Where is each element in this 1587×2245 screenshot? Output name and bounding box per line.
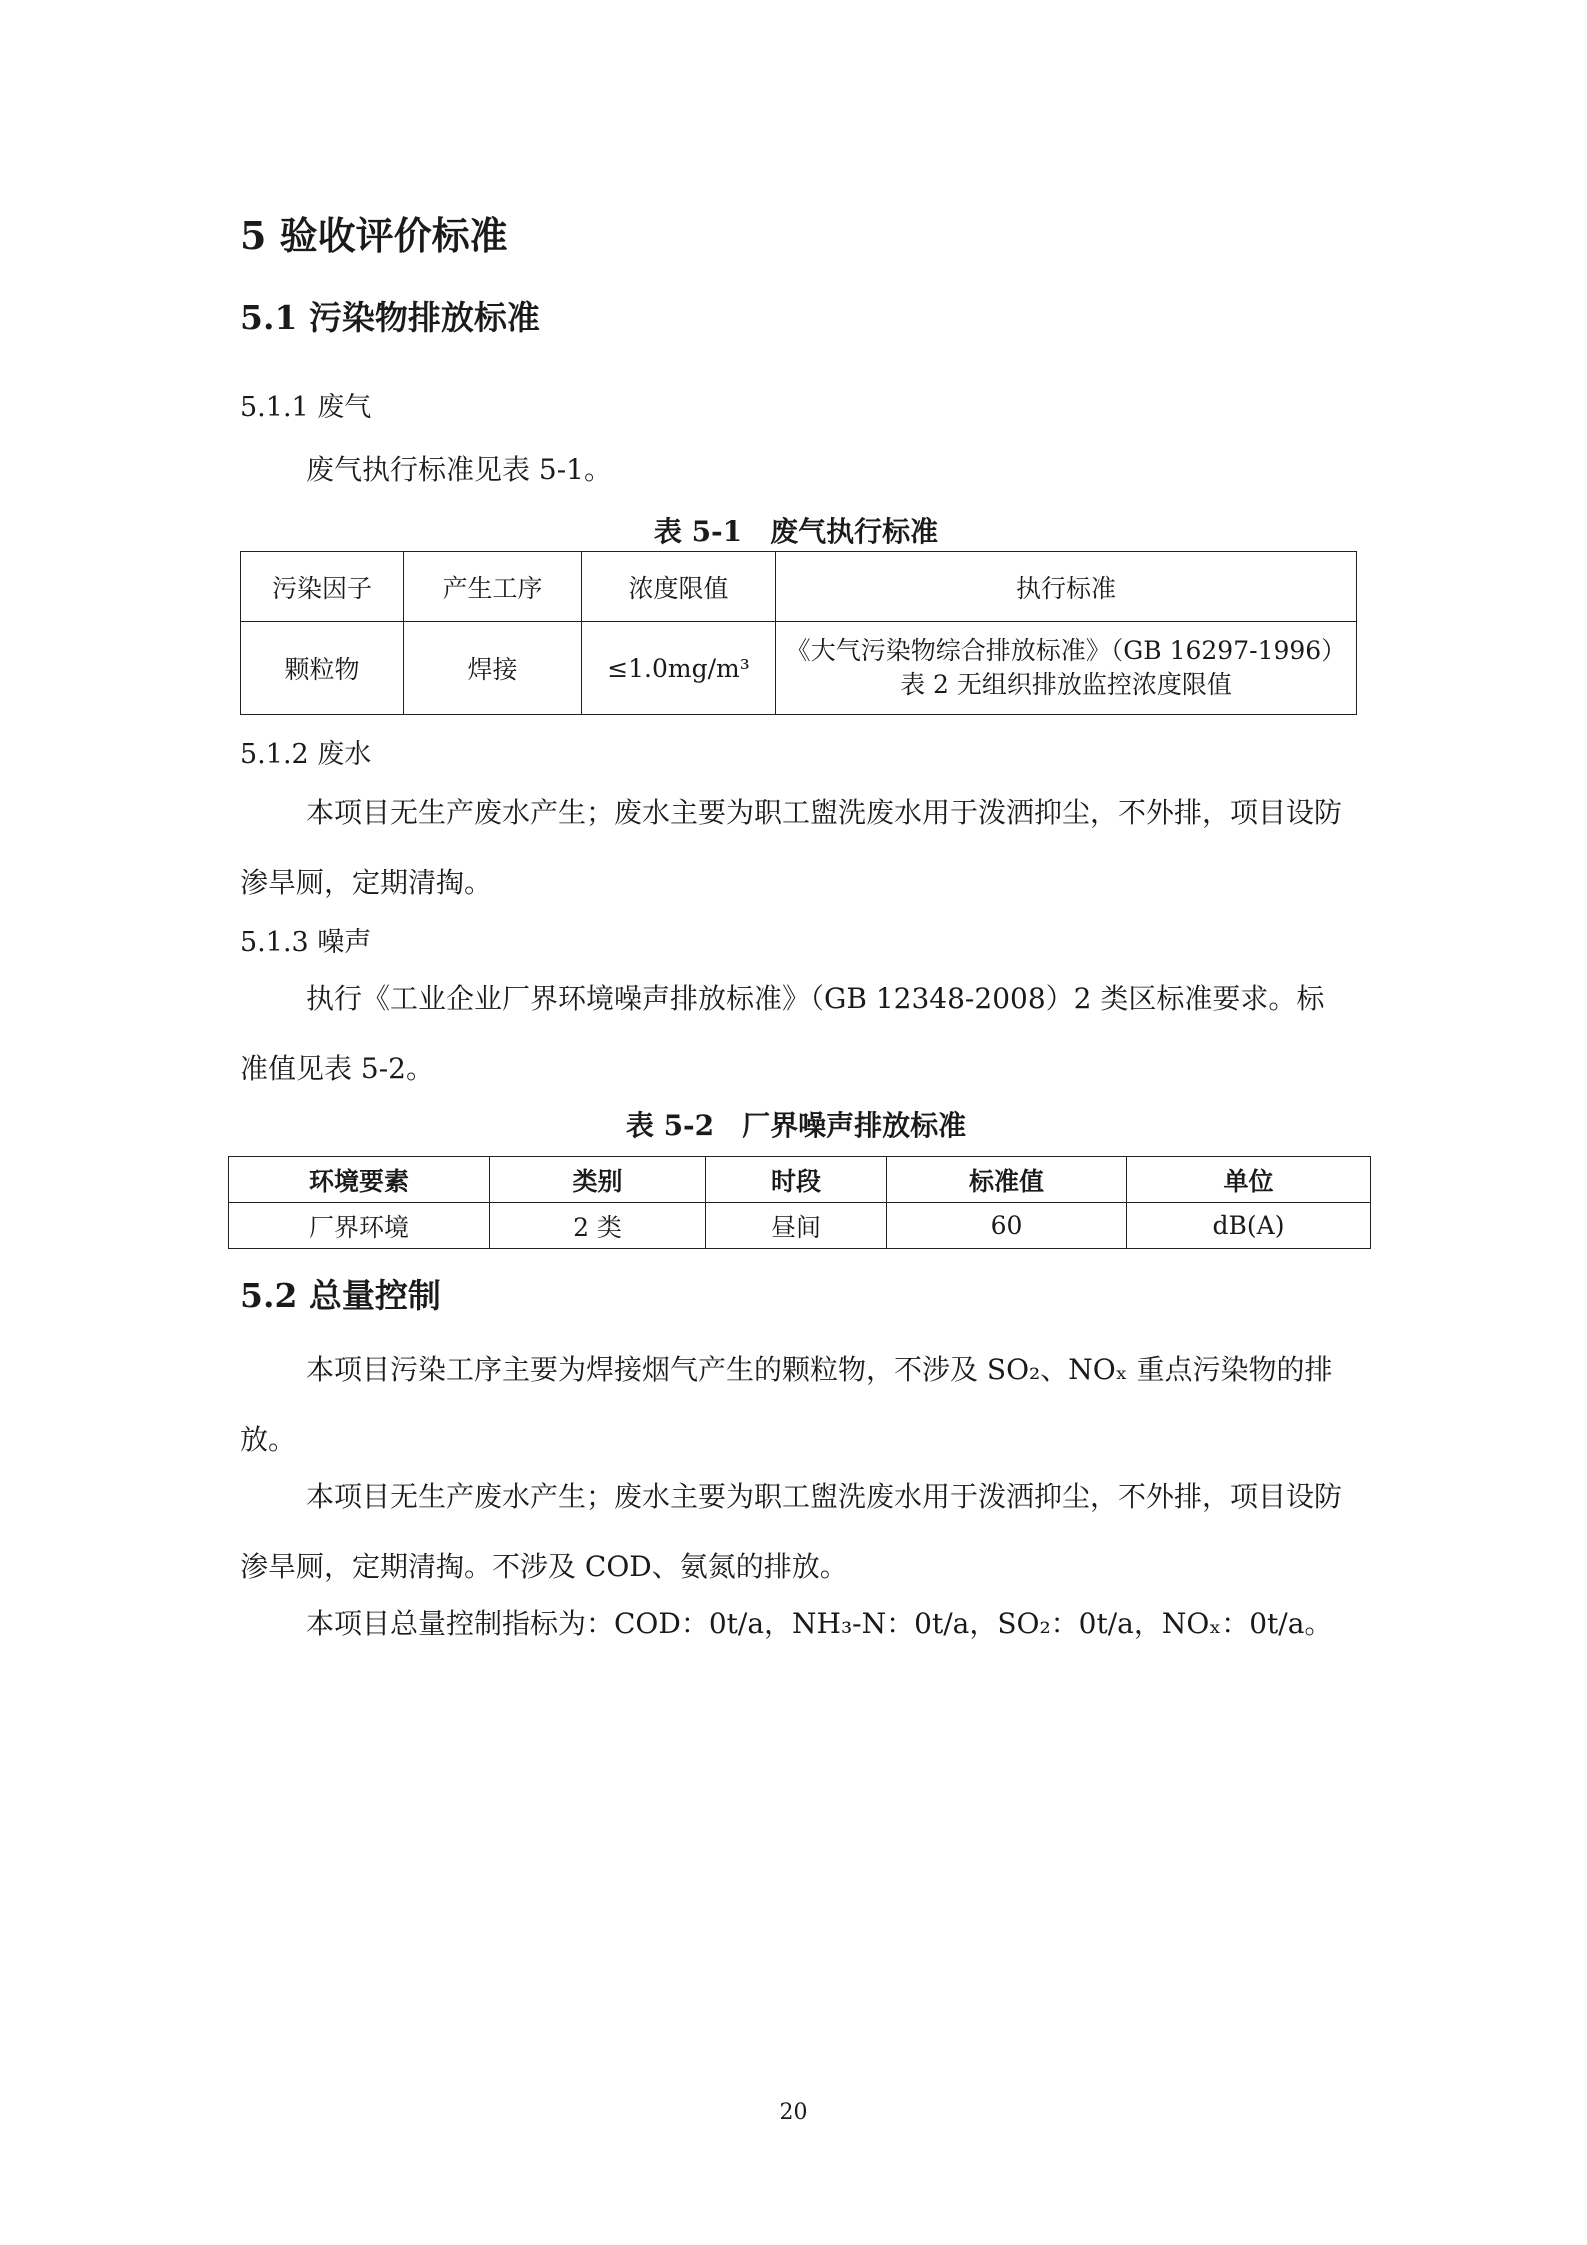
table1-caption: 表 5-1 废气执行标准 [653, 515, 939, 548]
table1-standard-line2: 表 2 无组织排放监控浓度限值 [900, 670, 1232, 699]
section-heading-5-1: 5.1 污染物排放标准 [240, 298, 540, 337]
table1-cell-limit: ≤1.0mg/m³ [582, 622, 776, 715]
table1-header-cell: 浓度限值 [582, 552, 776, 622]
table1-header-cell: 执行标准 [776, 552, 1357, 622]
table1-header-cell: 产生工序 [404, 552, 582, 622]
paragraph-waste-gas: 废气执行标准见表 5-1。 [306, 453, 612, 486]
table1-data-row [241, 622, 1357, 715]
table2-data-row [229, 1203, 1371, 1249]
table2-cell: 昼间 [706, 1203, 887, 1249]
table1-header-row [241, 552, 1357, 622]
table-waste-gas-standard [240, 551, 1357, 715]
table2-cell: 2 类 [490, 1203, 706, 1249]
table2-header-cell: 时段 [706, 1157, 887, 1203]
section-heading-5-2: 5.2 总量控制 [240, 1276, 441, 1315]
table1-cell-factor: 颗粒物 [241, 622, 404, 715]
section-heading-5-1-2: 5.1.2 废水 [240, 739, 372, 770]
paragraph-total-1: 本项目污染工序主要为焊接烟气产生的颗粒物，不涉及 SO₂、NOₓ 重点污染物的排放。 [240, 1353, 1333, 1456]
paragraph-total-3: 本项目总量控制指标为：COD：0t/a，NH₃-N：0t/a，SO₂：0t/a，NOₓ：0t/a。 [306, 1607, 1333, 1640]
table2-header-cell: 标准值 [887, 1157, 1127, 1203]
table2-cell: 60 [887, 1203, 1127, 1249]
table2-caption: 表 5-2 厂界噪声排放标准 [625, 1109, 967, 1142]
table1-header-cell: 污染因子 [241, 552, 404, 622]
table2-cell: 厂界环境 [229, 1203, 490, 1249]
paragraph-waste-water: 本项目无生产废水产生；废水主要为职工盥洗废水用于泼洒抑尘，不外排，项目设防渗旱厕，定期清掏。 [240, 796, 1343, 899]
table2-header-cell: 单位 [1127, 1157, 1371, 1203]
table2-header-cell: 环境要素 [229, 1157, 490, 1203]
table2-header-row [229, 1157, 1371, 1203]
page-number: 20 [779, 2100, 808, 2125]
table-noise-standard [228, 1156, 1371, 1249]
table1-cell-process: 焊接 [404, 622, 582, 715]
table1-cell-standard [776, 622, 1357, 715]
section-heading-5: 5 验收评价标准 [240, 213, 508, 258]
section-heading-5-1-3: 5.1.3 噪声 [240, 927, 372, 958]
paragraph-total-2: 本项目无生产废水产生；废水主要为职工盥洗废水用于泼洒抑尘，不外排，项目设防渗旱厕，定期清掏。不涉及 COD、氨氮的排放。 [240, 1480, 1343, 1583]
paragraph-noise: 执行《工业企业厂界环境噪声排放标准》（GB 12348-2008）2 类区标准要求。标准值见表 5-2。 [240, 982, 1325, 1085]
table1-standard-line1: 《大气污染物综合排放标准》（GB 16297-1996） [785, 636, 1347, 665]
table2-cell: dB(A) [1127, 1203, 1371, 1249]
table2-header-cell: 类别 [490, 1157, 706, 1203]
section-heading-5-1-1: 5.1.1 废气 [240, 392, 372, 423]
